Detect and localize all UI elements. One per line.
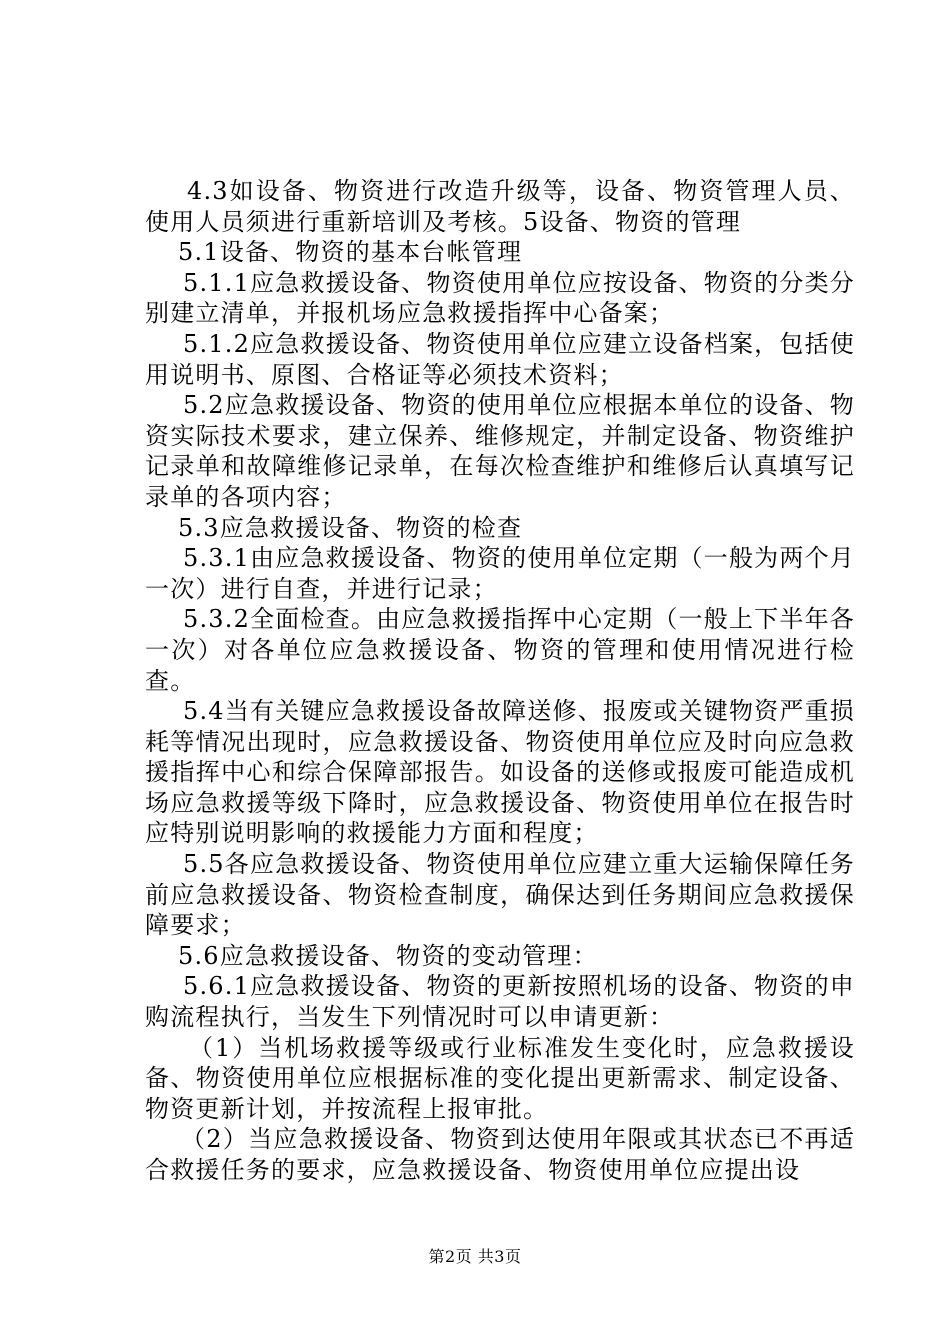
document-body — [145, 176, 855, 1186]
heading-5-3: 5.3应急救援设备、物资的检查 — [178, 513, 523, 542]
page-number-label: 第2页 共3页 — [428, 1247, 522, 1266]
paragraph-4-3: 4.3如设备、物资进行改造升级等，设备、物资管理人员、使用人员须进行重新培训及考核。5设备、物资的管理 — [145, 177, 855, 236]
page-footer — [0, 1244, 950, 1267]
paragraph-5-3-2: 5.3.2全面检查。由应急救援指挥中心定期（一般上下半年各一次）对各单位应急救援设备、物资的管理和使用情况进行检查。 — [145, 605, 855, 695]
paragraph-5-4: 5.4当有关键应急救援设备故障送修、报废或关键物资严重损耗等情况出现时，应急救援设备、物资使用单位应及时向应急救援指挥中心和综合保障部报告。如设备的送修或报废可能造成机场应急救援等级下降时，应急救援设备、物资使用单位在报告时应特别说明影响的救援能力方面和程度； — [145, 697, 855, 848]
paragraph-5-1-2: 5.1.2应急救援设备、物资使用单位应建立设备档案，包括使用说明书、原图、合格证等必须技术资料； — [145, 329, 855, 389]
list-item-2: （2）当应急救援设备、物资到达使用年限或其状态已不再适合救援任务的要求，应急救援设备、物资使用单位应提出设 — [145, 1125, 855, 1184]
paragraph-5-2: 5.2应急救援设备、物资的使用单位应根据本单位的设备、物资实际技术要求，建立保养、维修规定，并制定设备、物资维护记录单和故障维修记录单，在每次检查维护和维修后认真填写记录单的各项内容； — [145, 391, 855, 511]
paragraph-5-1-1: 5.1.1应急救援设备、物资使用单位应按设备、物资的分类分别建立清单，并报机场应急救援指挥中心备案； — [145, 268, 855, 328]
paragraph-5-6-1: 5.6.1应急救援设备、物资的更新按照机场的设备、物资的申购流程执行，当发生下列情况时可以申请更新： — [145, 972, 855, 1032]
paragraph-5-5: 5.5各应急救援设备、物资使用单位应建立重大运输保障任务前应急救援设备、物资检查制度，确保达到任务期间应急救援保障要求； — [145, 850, 855, 940]
heading-5-6: 5.6应急救援设备、物资的变动管理： — [178, 941, 598, 970]
paragraph-5-3-1: 5.3.1由应急救援设备、物资的使用单位定期（一般为两个月一次）进行自查，并进行记录； — [145, 544, 855, 603]
list-item-1: （1）当机场救援等级或行业标准发生变化时，应急救援设备、物资使用单位应根据标准的变化提出更新需求、制定设备、物资更新计划，并按流程上报审批。 — [145, 1033, 855, 1123]
heading-5-1: 5.1设备、物资的基本台帐管理 — [178, 238, 523, 267]
